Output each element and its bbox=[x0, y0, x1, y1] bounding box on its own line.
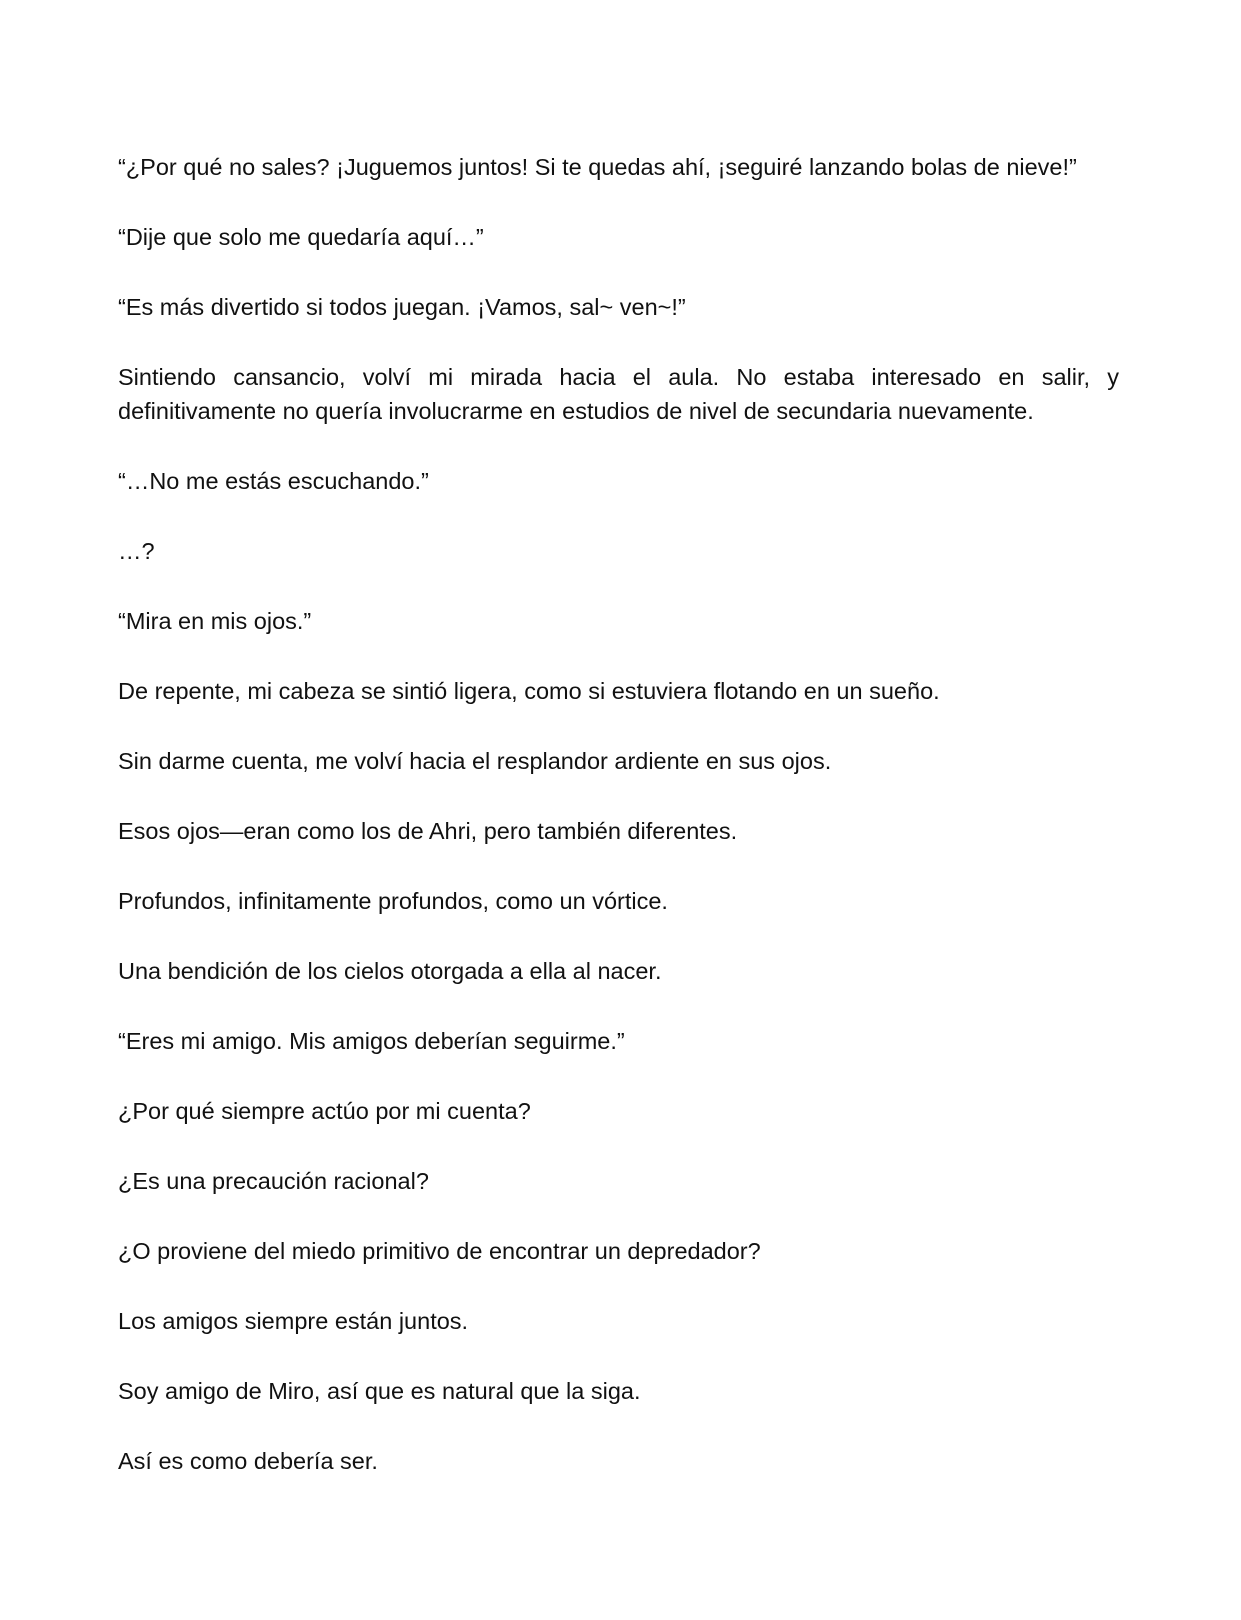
paragraph: ¿Por qué siempre actúo por mi cuenta? bbox=[118, 1098, 531, 1124]
paragraph: ¿O proviene del miedo primitivo de encontrar un depredador? bbox=[118, 1238, 761, 1264]
paragraph: De repente, mi cabeza se sintió ligera, como si estuviera flotando en un sueño. bbox=[118, 678, 940, 704]
paragraph: Así es como debería ser. bbox=[118, 1448, 378, 1474]
paragraph: ¿Es una precaución racional? bbox=[118, 1168, 429, 1194]
paragraph: Sin darme cuenta, me volví hacia el resplandor ardiente en sus ojos. bbox=[118, 748, 832, 774]
paragraph: “Dije que solo me quedaría aquí…” bbox=[118, 224, 484, 250]
paragraph: Profundos, infinitamente profundos, como un vórtice. bbox=[118, 888, 668, 914]
paragraph: “…No me estás escuchando.” bbox=[118, 468, 429, 494]
paragraph: Los amigos siempre están juntos. bbox=[118, 1308, 469, 1334]
paragraph: “¿Por qué no sales? ¡Juguemos juntos! Si te quedas ahí, ¡seguiré lanzando bolas de nieve!” bbox=[118, 154, 1077, 180]
paragraph: “Mira en mis ojos.” bbox=[118, 608, 312, 634]
paragraph: Sintiendo cansancio, volví mi mirada hacia el aula. No estaba interesado en salir, y definitivamente no quería involucrarme en estudios de nivel de secundaria nuevamente. bbox=[118, 364, 1119, 424]
body-text bbox=[118, 150, 1119, 1514]
paragraph: “Eres mi amigo. Mis amigos deberían seguirme.” bbox=[118, 1028, 625, 1054]
paragraph: Soy amigo de Miro, así que es natural que la siga. bbox=[118, 1378, 641, 1404]
paragraph: Una bendición de los cielos otorgada a ella al nacer. bbox=[118, 958, 662, 984]
paragraph: Esos ojos—eran como los de Ahri, pero también diferentes. bbox=[118, 818, 738, 844]
paragraph: …? bbox=[118, 538, 155, 564]
paragraph: “Es más divertido si todos juegan. ¡Vamos, sal~ ven~!” bbox=[118, 294, 686, 320]
